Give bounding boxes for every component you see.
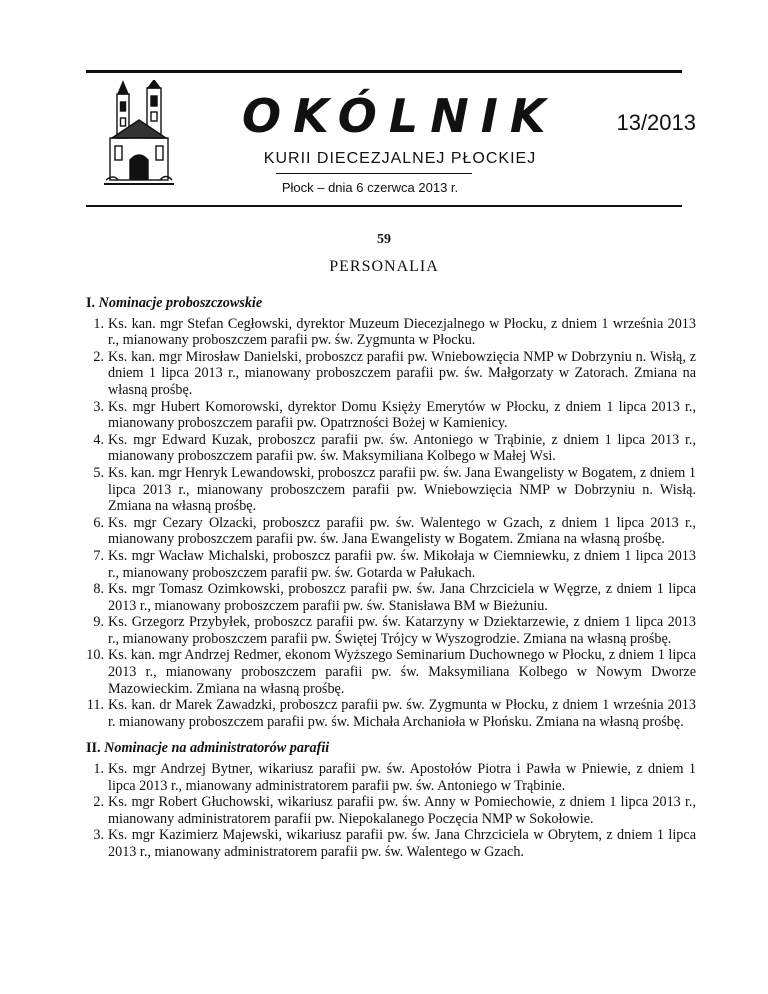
part-heading — [86, 295, 696, 312]
item-number: 5. — [93, 464, 104, 481]
part-heading — [86, 740, 696, 757]
item-text: Ks. mgr Tomasz Ozimkowski, proboszcz parafii pw. św. Jana Chrzciciela w Węgrze, z dniem 1 lipca 2013 r., mianowany proboszczem parafii pw. św. Stanisława BM w Bieżuniu. — [108, 581, 696, 614]
part-roman: I. — [86, 295, 96, 311]
header-rule-bottom — [86, 205, 682, 207]
item-number: 4. — [93, 431, 104, 448]
item-number: 11. — [86, 697, 104, 714]
list-item — [86, 432, 696, 465]
place-date: Płock – dnia 6 czerwca 2013 r. — [281, 180, 459, 195]
list-item — [86, 697, 696, 730]
subtitle-rule — [276, 173, 472, 174]
part-title: Nominacje na administratorów parafii — [104, 740, 330, 757]
list-item — [86, 399, 696, 432]
item-number: 10. — [86, 647, 104, 664]
issue-number: 13/2013 — [616, 110, 696, 135]
list-item — [86, 465, 696, 515]
item-text: Ks. kan. mgr Mirosław Danielski, proboszcz parafii pw. Wniebowzięcia NMP w Dobrzyniu n. Wisłą, z dniem 1 lipca 2013 r., mianowany proboszczem parafii pw. św. Małgorzaty w Zatorach. Zmiana na własną prośbę. — [108, 348, 696, 398]
list-item — [86, 316, 696, 349]
item-number: 1. — [93, 315, 104, 332]
church-icon — [104, 80, 174, 188]
item-text: Ks. mgr Hubert Komorowski, dyrektor Domu Księży Emerytów w Płocku, z dniem 1 lipca 2013 r., mianowany proboszczem parafii pw. Opatrzności Bożej w Kamienicy. — [108, 398, 696, 432]
list-item — [86, 548, 696, 581]
item-text: Ks. mgr Wacław Michalski, proboszcz parafii pw. św. Mikołaja w Ciemniewku, z dniem 1 lipca 2013 r., mianowany proboszczem parafii pw. św. Gotarda w Pałukach. — [108, 547, 696, 581]
item-text: Ks. Grzegorz Przybyłek, proboszcz parafii pw. św. Katarzyny w Dziektarzewie, z dniem 1 lipca 2013 r., mianowany proboszczem parafii pw. Świętej Trójcy w Wyszogrodzie. Zmiana na własną prośbę. — [108, 614, 696, 647]
section-number: 59 — [377, 232, 391, 247]
item-text: Ks. mgr Kazimierz Majewski, wikariusz parafii pw. św. Jana Chrzciciela w Obrytem, z dniem 1 lipca 2013 r., mianowany administratorem parafii pw. św. Walentego w Gzach. — [108, 827, 696, 860]
item-text: Ks. mgr Edward Kuzak, proboszcz parafii pw. św. Antoniego w Trąbinie, z dniem 1 lipca 2013 r., mianowany proboszczem parafii pw. św. Maksymiliana Kolbego w Małej Wsi. — [108, 431, 696, 465]
item-number: 2. — [93, 794, 104, 811]
part-title: Nominacje proboszczowskie — [98, 295, 263, 311]
item-number: 3. — [93, 398, 104, 415]
bulletin-title: OKÓLNIK — [242, 89, 558, 143]
item-text: Ks. mgr Robert Głuchowski, wikariusz parafii pw. św. Anny w Pomiechowie, z dniem 1 lipca 2013 r., mianowany administratorem parafii pw. Niepokalanego Poczęcia NMP w Sokołowie. — [108, 794, 696, 827]
list-item — [86, 794, 696, 827]
item-number: 7. — [93, 547, 104, 564]
item-number: 1. — [93, 761, 104, 778]
list-item — [86, 647, 696, 697]
item-text: Ks. kan. dr Marek Zawadzki, proboszcz parafii pw. św. Zygmunta w Płocku, z dniem 1 września 2013 r. mianowany proboszczem parafii pw. św. Michała Archanioła w Płońsku. Zmiana na własną prośbę. — [108, 697, 696, 730]
section-title: PERSONALIA — [329, 258, 439, 275]
list-item — [86, 515, 696, 548]
item-number: 9. — [93, 614, 104, 631]
item-number: 2. — [93, 348, 104, 365]
item-number: 3. — [93, 827, 104, 844]
list-item — [86, 827, 696, 860]
item-text: Ks. mgr Cezary Olzacki, proboszcz parafii pw. św. Walentego w Gzach, z dniem 1 lipca 2013 r., mianowany proboszczem parafii pw. św. Jana Ewangelisty w Bogatem. Zmiana na własną prośbę. — [108, 514, 696, 548]
administrator-list — [86, 761, 696, 861]
part-roman: II. — [86, 740, 101, 757]
list-item — [86, 349, 696, 399]
document-body — [86, 295, 696, 871]
item-text: Ks. kan. mgr Henryk Lewandowski, proboszcz parafii pw. św. Jana Ewangelisty w Bogatem, z dniem 1 lipca 2013 r., mianowany proboszczem parafii pw. Wniebowzięcia NMP w Dobrzyniu n. Wisłą. Zmiana na własną prośbę. — [108, 464, 696, 515]
list-item — [86, 614, 696, 647]
nomination-list — [86, 316, 696, 731]
header-rule-top — [86, 70, 682, 73]
list-item — [86, 581, 696, 614]
bulletin-subtitle: KURII DIECEZJALNEJ PŁOCKIEJ — [263, 150, 537, 167]
item-number: 8. — [93, 581, 104, 598]
item-text: Ks. mgr Andrzej Bytner, wikariusz parafii pw. św. Apostołów Piotra i Pawła w Pniewie, z dniem 1 lipca 2013 r., mianowany administratorem parafii pw. św. Antoniego w Trąbinie. — [108, 761, 696, 794]
item-text: Ks. kan. mgr Andrzej Redmer, ekonom Wyższego Seminarium Duchownego w Płocku, z dniem 1 lipca 2013 r., mianowany proboszczem parafii pw. św. Maksymiliana Kolbego w Nowym Dworze Mazowieckim. Zmiana na własną prośbę. — [108, 647, 696, 697]
list-item — [86, 761, 696, 794]
item-text: Ks. kan. mgr Stefan Cegłowski, dyrektor Muzeum Diecezjalnego w Płocku, z dniem 1 września 2013 r., mianowany proboszczem parafii pw. św. Zygmunta w Płocku. — [108, 315, 696, 349]
item-number: 6. — [93, 514, 104, 531]
